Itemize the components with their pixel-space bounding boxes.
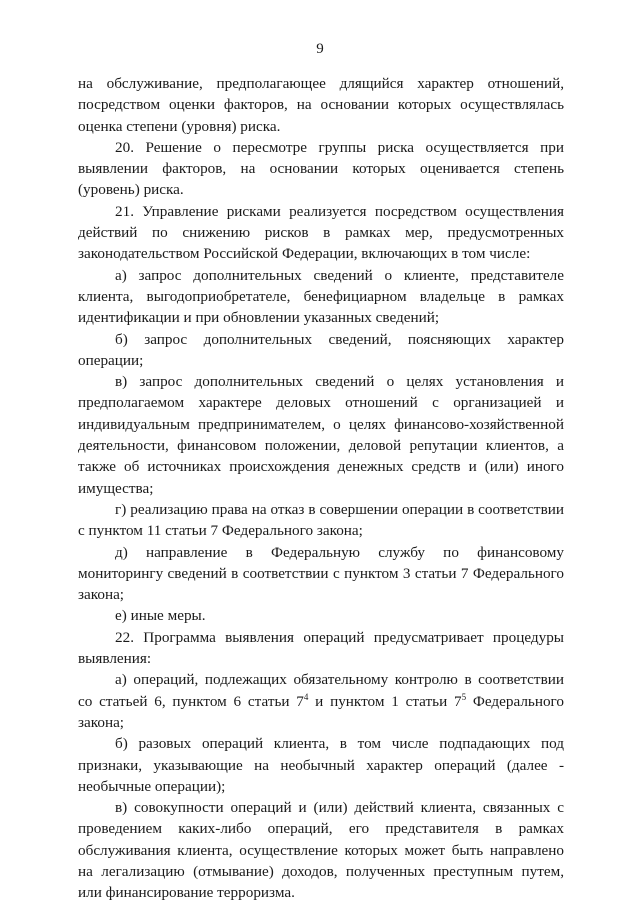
superscript: 4 xyxy=(303,691,309,702)
paragraph-item-22: 22. Программа выявления операций предусматривает процедуры выявления: xyxy=(78,628,564,668)
paragraph-21-v: в) запрос дополнительных сведений о целях установления и предполагаемом характере деловых отношений с организацией и индивидуальным предпринимателем, о целях финансово-хозяйственной деятельности, финансовом положении, деловой репутации клиентов, а также об источниках происхождения денежных средств и (или) иного имущества; xyxy=(78,373,564,497)
paragraph-22-v: в) совокупности операций и (или) действий клиента, связанных с проведением каких-либо операций, его представителя в рамках обслуживания клиента, осуществление которых может быть направлено на легализацию (отмывание) доходов, полученных преступным путем, или финансирование терроризма. xyxy=(78,799,564,902)
paragraph-21-e: е) иные меры. xyxy=(115,607,206,625)
text-segment: Федерального закона; xyxy=(78,692,564,731)
paragraph-item-21: 21. Управление рисками реализуется посредством осуществления действий по снижению рисков в рамках мер, предусмотренных законодательством Российской Федерации, включающих в том числе: xyxy=(78,202,564,263)
paragraph-21-g: г) реализацию права на отказ в совершении операции в соответствии с пунктом 11 статьи 7 Федерального закона; xyxy=(78,500,564,540)
paragraph-item-20: 20. Решение о пересмотре группы риска осуществляется при выявлении факторов, на основании которых оценивается степень (уровень) риска. xyxy=(78,138,564,199)
page-number: 9 xyxy=(316,41,324,57)
paragraph-22-b: б) разовых операций клиента, в том числе подпадающих под признаки, указывающие на необычный характер операций (далее - необычные операции); xyxy=(78,735,564,795)
paragraph-21-b: б) запрос дополнительных сведений, поясняющих характер операции; xyxy=(78,330,564,369)
paragraph-21-a: а) запрос дополнительных сведений о клиенте, представителе клиента, выгодоприобретателе, бенефициарном владельце в рамках идентификации и при обновлении указанных сведений; xyxy=(78,266,564,327)
superscript: 5 xyxy=(461,691,467,702)
document-body xyxy=(78,73,564,904)
paragraph-22-a xyxy=(78,669,564,733)
text-segment: а) операций, подлежащих обязательному контролю в соответствии со статьей 6, пунктом 6 статьи 7 xyxy=(78,671,564,710)
paragraph-continuation: на обслуживание, предполагающее длящийся характер отношений, посредством оценки факторов, на основании которых осуществлялась оценка степени (уровня) риска. xyxy=(78,75,564,135)
text-segment: и пунктом 1 статьи 7 xyxy=(308,692,462,710)
paragraph-21-d: д) направление в Федеральную службу по финансовому мониторингу сведений в соответствии с пунктом 3 статьи 7 Федерального закона; xyxy=(78,543,564,604)
